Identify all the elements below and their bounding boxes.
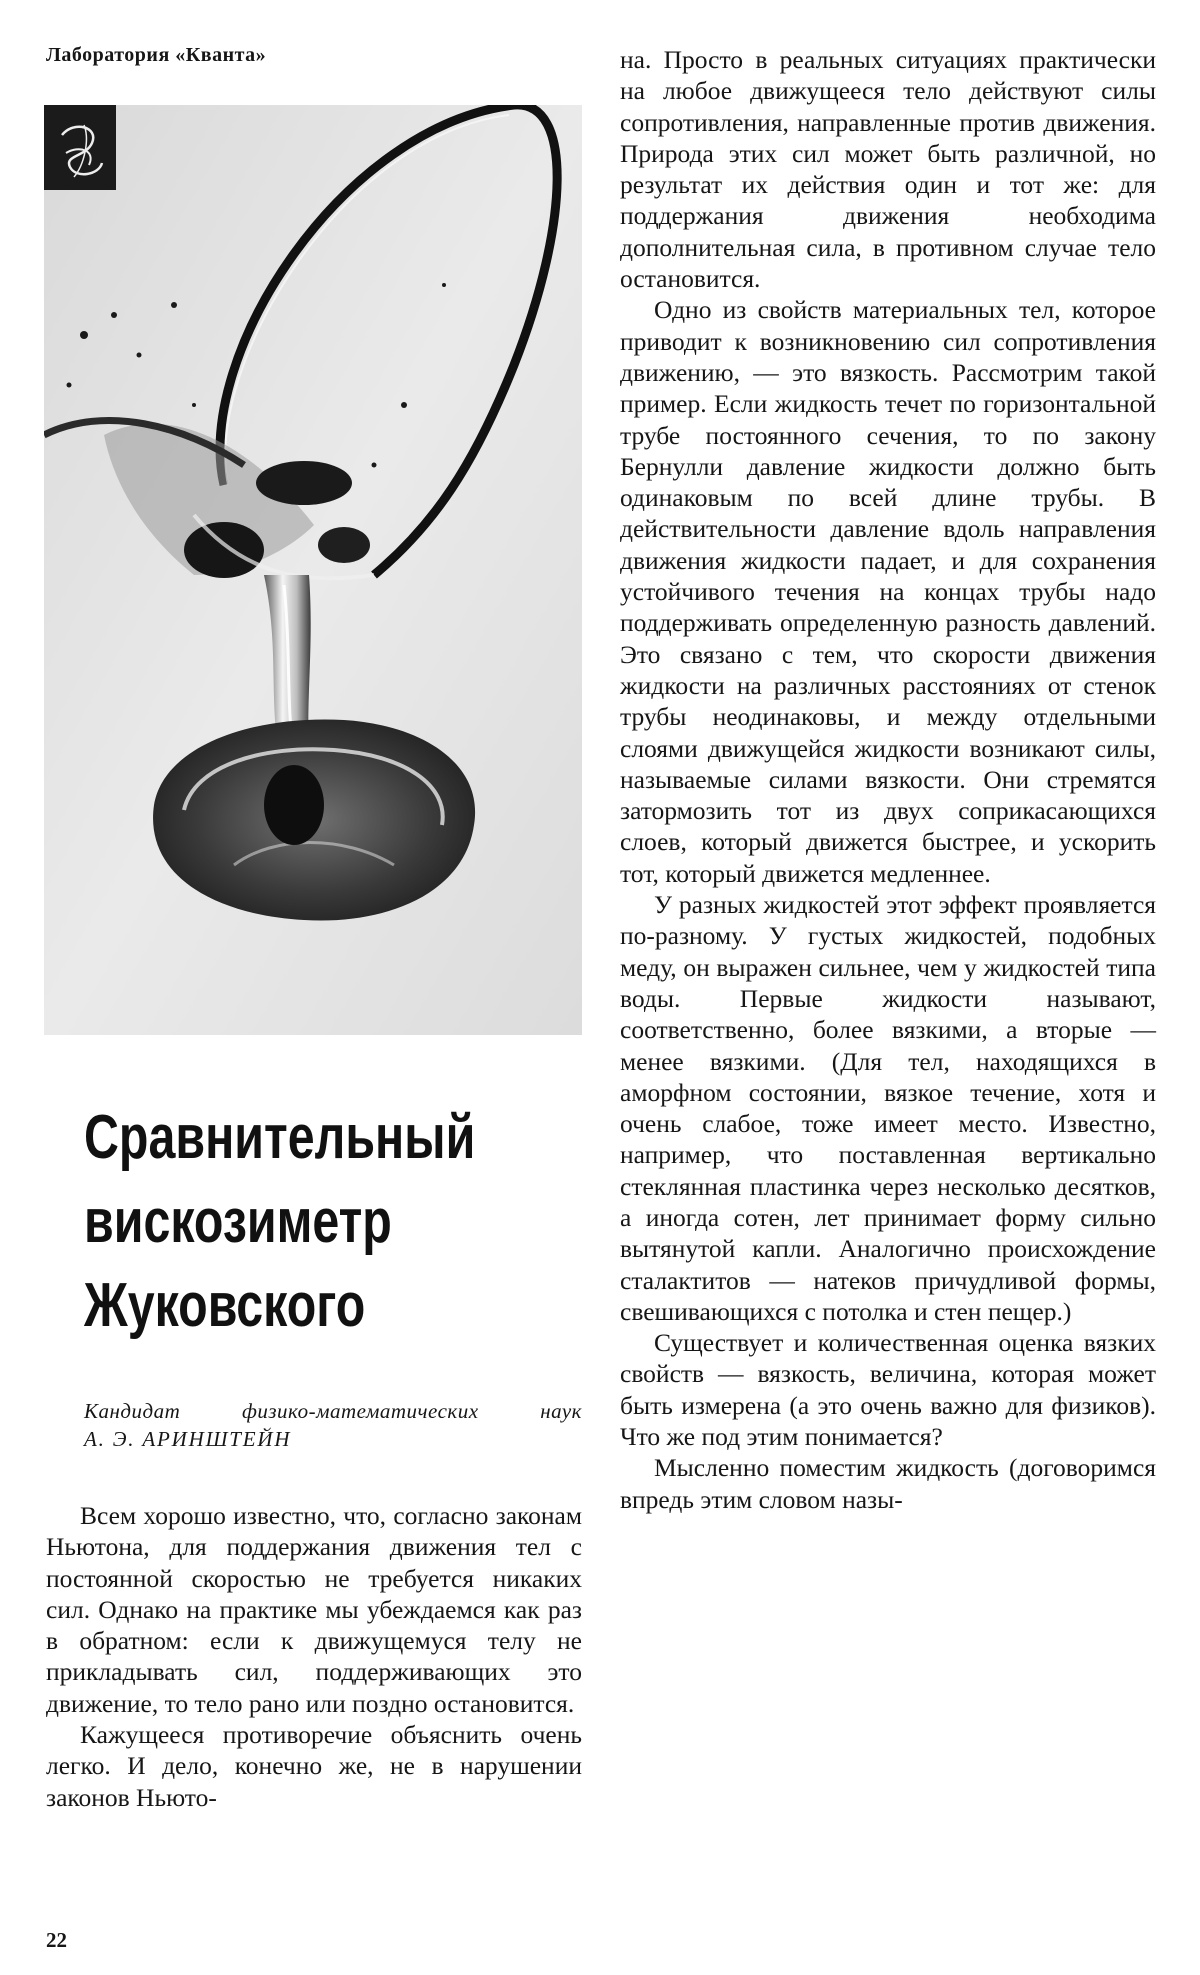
paragraph: У разных жидкостей этот эффект проявляется по-разному. У густых жидкостей, подобных меду, он выражен сильнее, чем у жидкостей типа воды. Первые жидкости называют, соответственно, более вязкими, а вторые — менее вязкими. (Для тел, находящихся в аморфном состоянии, вязкое течение, хотя и очень слабое, тоже имеет место. Известно, например, что поставленная вертикально стеклянная пластинка через несколько десятков, а иногда сотен, лет принимает форму сильно вытянутой капли. Аналогично происхождение сталактитов — натеков причудливой формы, свешивающихся с потолка и стен пещер.) xyxy=(620,890,1156,1326)
paragraph: Кажущееся противоречие объяснить очень легко. И дело, конечно же, не в нарушении законов Ньюто- xyxy=(46,1720,582,1812)
author-credential: Кандидат физико-математических наук xyxy=(84,1399,582,1423)
right-text-column xyxy=(620,44,1156,1515)
left-text-column xyxy=(46,1500,582,1813)
paragraph: Мысленно поместим жидкость (договоримся впредь этим словом назы- xyxy=(620,1453,1156,1514)
page-number: 22 xyxy=(46,1928,67,1952)
author-name: А. Э. АРИНШТЕЙН xyxy=(84,1427,292,1451)
title-line: вискозиметр xyxy=(84,1187,392,1256)
paragraph: Существует и количественная оценка вязких свойств — вязкость, величина, которая может быть измерена (а это очень важно для физиков). Что же под этим понимается? xyxy=(620,1328,1156,1452)
title-line: Жуковского xyxy=(84,1271,366,1340)
kvant-lab-logo-icon xyxy=(44,105,116,190)
paragraph: Всем хорошо известно, что, согласно законам Ньютона, для поддержания движения тел с постоянной скоростью не требуется никаких сил. Однако на практике мы убеждаемся как раз в обратном: если к движущемуся телу не прикладывать сил, поддерживающих это движение, то тело рано или поздно остановится. xyxy=(46,1501,582,1718)
author-byline xyxy=(84,1397,582,1453)
article-title xyxy=(84,1096,476,1348)
section-header: Лаборатория «Кванта» xyxy=(46,44,267,66)
article-photo xyxy=(44,105,582,1035)
title-line: Сравнительный xyxy=(84,1103,476,1172)
liquid-pool-icon xyxy=(153,719,475,920)
paragraph: на. Просто в реальных ситуациях практически на любое движущееся тело действуют силы сопротивления, направленные против движения. Природа этих сил может быть различной, но результат их действия один и тот же: для поддержания движения необходима дополнительная сила, в противном случае тело остановится. xyxy=(620,45,1156,294)
paragraph: Одно из свойств материальных тел, которое приводит к возникновению сил сопротивления движению, — это вязкость. Рассмотрим такой пример. Если жидкость течет по горизонтальной трубе постоянного сечения, то по закону Бернулли давление жидкости должно быть одинаковым по всей длине трубы. В действительности давление вдоль направления движения жидкости падает, и для сохранения устойчивого течения на концах трубы надо поддерживать определенную разность давлений. Это связано с тем, что скорости движения жидкости на различных расстояниях от стенок трубы неодинаковы, и между отдельными слоями движущейся жидкости возникают силы, называемые силами вязкости. Они стремятся затормозить тот из двух соприкасающихся слоев, который движется быстрее, и ускорить тот, который движется медленнее. xyxy=(620,295,1156,888)
